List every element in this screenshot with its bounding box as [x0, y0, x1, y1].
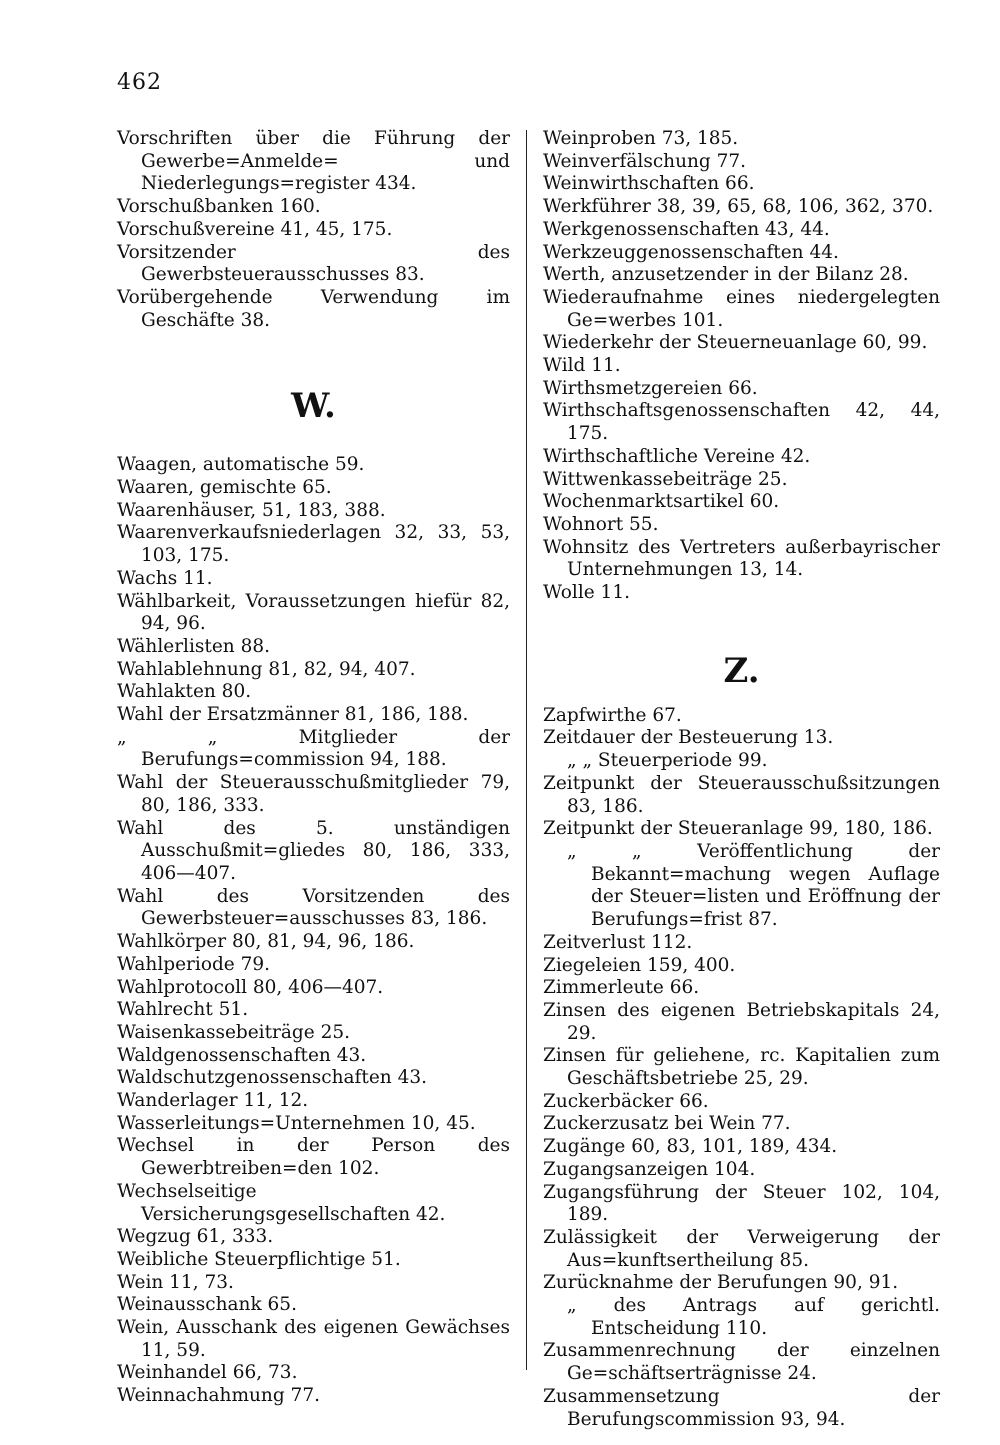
entry: Werth, anzusetzender in der Bilanz 28.	[543, 264, 909, 286]
entry: Wein, Ausschank des eigenen Gewächses 11, 59.	[117, 1317, 510, 1361]
entry: Zurücknahme der Berufungen 90, 91.	[543, 1272, 899, 1294]
entry: Zusammensetzung der Berufungscommission 93, 94.	[543, 1385, 940, 1430]
entry: Zulässigkeit der Verweigerung der Aus=kunftsertheilung 85.	[543, 1226, 940, 1271]
entry: Wahl des 5. unständigen Ausschußmit=gliedes 80, 186, 333, 406—407.	[117, 817, 510, 884]
entry: Zinsen für geliehene, rc. Kapitalien zum Geschäftsbetriebe 25, 29.	[543, 1045, 940, 1090]
entry: Wahlprotocoll 80, 406—407.	[117, 976, 384, 998]
entry: Weinwirthschaften 66.	[543, 173, 755, 195]
entry: Wählbarkeit, Voraussetzungen hiefür 82, 94, 96.	[117, 590, 510, 635]
entry: Wein 11, 73.	[117, 1271, 234, 1293]
entry: Zusammenrechnung der einzelnen Ge=schäftserträgnisse 24.	[543, 1340, 940, 1385]
entry: Werkzeuggenossenschaften 44.	[543, 241, 839, 263]
entry: Zuckerzusatz bei Wein 77.	[543, 1113, 791, 1135]
entry: Waarenverkaufsniederlagen 32, 33, 53, 103, 175.	[117, 522, 510, 567]
entry: Weinverfälschung 77.	[543, 150, 747, 172]
entry: Wasserleitungs=Unternehmen 10, 45.	[117, 1112, 476, 1134]
entry: Waisenkassebeiträge 25.	[117, 1021, 350, 1043]
entry: Wirthschaftsgenossenschaften 42, 44, 175.	[543, 400, 940, 445]
entry: Zinsen des eigenen Betriebskapitals 24, 29.	[543, 999, 940, 1044]
entry: Wahlkörper 80, 81, 94, 96, 186.	[117, 931, 415, 953]
entry: Wild 11.	[543, 355, 621, 377]
entry: Wirthsmetzgereien 66.	[543, 377, 758, 399]
entry: Weibliche Steuerpflichtige 51.	[117, 1248, 401, 1270]
entry: Weinausschank 65.	[117, 1294, 297, 1316]
page-number: 462	[117, 70, 162, 95]
entry: Zimmerleute 66.	[543, 977, 700, 999]
entry: Waaren, gemischte 65.	[117, 477, 332, 499]
entry: Zugangsanzeigen 104.	[543, 1158, 756, 1180]
entry: „ „ Steuerperiode 99.	[567, 750, 768, 772]
entry: Zapfwirthe 67.	[543, 704, 682, 726]
entry: Vorübergehende Verwendung im Geschäfte 38.	[117, 286, 510, 331]
entry: Zuckerbäcker 66.	[543, 1090, 709, 1112]
entry: Wirthschaftliche Vereine 42.	[543, 445, 811, 467]
entry: Ziegeleien 159, 400.	[543, 954, 736, 976]
entry: Wechselseitige Versicherungsgesellschaften 42.	[117, 1180, 446, 1225]
entry: Vorsitzender des Gewerbsteuerausschusses 83.	[117, 241, 510, 286]
entry: „ des Antrags auf gerichtl. Entscheidung 110.	[567, 1295, 940, 1339]
entry: Zugangsführung der Steuer 102, 104, 189.	[543, 1181, 940, 1226]
entry: Wahl der Steuerausschußmitglieder 79, 80, 186, 333.	[117, 772, 510, 816]
entry: Waagen, automatische 59.	[117, 454, 365, 476]
entry: Wanderlager 11, 12.	[117, 1090, 309, 1112]
entry: Zeitpunkt der Steueranlage 99, 180, 186.	[543, 818, 933, 840]
entry: Wolle 11.	[543, 582, 630, 604]
entry: Zeitpunkt der Steuerausschußsitzungen 83, 186.	[543, 772, 940, 817]
entry: Wahl des Vorsitzenden des Gewerbsteuer=ausschusses 83, 186.	[117, 885, 510, 930]
entry: Wählerlisten 88.	[117, 635, 270, 657]
entry: Wechsel in der Person des Gewerbtreiben=den 102.	[117, 1135, 510, 1180]
entry: Zugänge 60, 83, 101, 189, 434.	[543, 1136, 838, 1158]
entry: „ „ Mitglieder der Berufungs=commission 94, 188.	[117, 726, 510, 771]
entry: Vorschußvereine 41, 45, 175.	[117, 218, 393, 240]
section-heading-w: W.	[291, 386, 336, 427]
entry: Weinnachahmung 77.	[117, 1385, 320, 1407]
entry: Wiederkehr der Steuerneuanlage 60, 99.	[543, 332, 928, 354]
entry: Waldgenossenschaften 43.	[117, 1044, 367, 1066]
entry: Waldschutzgenossenschaften 43.	[117, 1067, 428, 1089]
entry: Waarenhäuser, 51, 183, 388.	[117, 499, 386, 521]
entry: Zeitdauer der Besteuerung 13.	[543, 727, 834, 749]
entry: Werkführer 38, 39, 65, 68, 106, 362, 370.	[543, 196, 934, 218]
entry: Werkgenossenschaften 43, 44.	[543, 218, 830, 240]
entry: „ „ Veröffentlichung der Bekannt=machung wegen Auflage der Steuer=listen und Eröffnung der Berufungs=frist 87.	[567, 840, 940, 931]
entry: Wahlakten 80.	[117, 681, 252, 703]
entry: Wahlrecht 51.	[117, 999, 249, 1021]
entry: Weinproben 73, 185.	[543, 128, 739, 149]
entry: Wochenmarktsartikel 60.	[543, 491, 780, 513]
entry: Weinhandel 66, 73.	[117, 1362, 298, 1384]
right-column	[543, 128, 940, 1431]
entry: Wiederaufnahme eines niedergelegten Ge=werbes 101.	[543, 286, 940, 331]
column-divider	[526, 130, 527, 1370]
entry: Vorschußbanken 160.	[117, 196, 321, 218]
entry: Wahlperiode 79.	[117, 953, 271, 975]
left-column	[117, 128, 510, 1408]
section-heading-z: Z.	[723, 650, 760, 691]
entry: Wittwenkassebeiträge 25.	[543, 468, 788, 490]
entry: Zeitverlust 112.	[543, 931, 693, 953]
entry: Wohnsitz des Vertreters außerbayrischer Unternehmungen 13, 14.	[543, 536, 940, 581]
entry: Wahlablehnung 81, 82, 94, 407.	[117, 658, 416, 680]
entry: Vorschriften über die Führung der Gewerbe=Anmelde= und Niederlegungs=register 434.	[117, 128, 510, 195]
entry: Wahl der Ersatzmänner 81, 186, 188.	[117, 704, 469, 726]
entry: Wegzug 61, 333.	[117, 1226, 274, 1248]
entry: Wachs 11.	[117, 567, 213, 589]
entry: Wohnort 55.	[543, 513, 659, 535]
